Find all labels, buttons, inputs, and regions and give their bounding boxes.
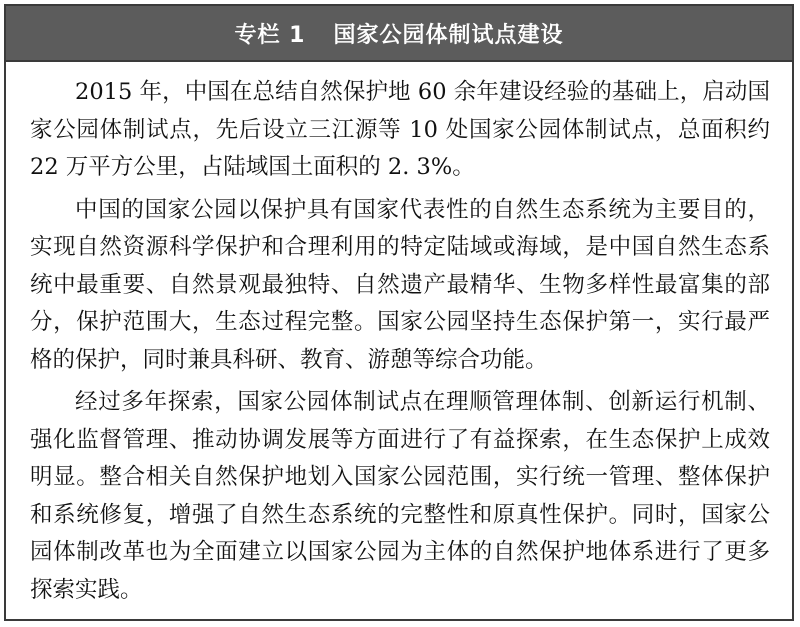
paragraph: 2015 年，中国在总结自然保护地 60 余年建设经验的基础上，启动国家公园体制试点，先后设立三江源等 10 处国家公园体制试点，总面积约 22 万平方公里，占陆域国土面积的 2. 3%。 xyxy=(30,79,770,180)
box-content xyxy=(6,62,792,609)
feature-box xyxy=(4,4,794,621)
paragraph: 经过多年探索，国家公园体制试点在理顺管理体制、创新运行机制、强化监督管理、推动协调发展等方面进行了有益探索，在生态保护上成效明显。整合相关自然保护地划入国家公园范围，实行统一管理、整体保护和系统修复，增强了自然生态系统的完整性和原真性保护。同时，国家公园体制改革也为全面建立以国家公园为主体的自然保护地体系进行了更多探索实践。 xyxy=(30,389,770,603)
box-title: 国家公园体制试点建设 xyxy=(333,22,564,48)
box-label: 专栏 1 xyxy=(234,22,306,48)
paragraph: 中国的国家公园以保护具有国家代表性的自然生态系统为主要目的，实现自然资源科学保护和合理利用的特定陆域或海域，是中国自然生态系统中最重要、自然景观最独特、自然遗产最精华、生物多样性最富集的部分，保护范围大，生态过程完整。国家公园坚持生态保护第一，实行最严格的保护，同时兼具科研、教育、游憩等综合功能。 xyxy=(30,196,770,373)
box-header xyxy=(6,6,792,62)
